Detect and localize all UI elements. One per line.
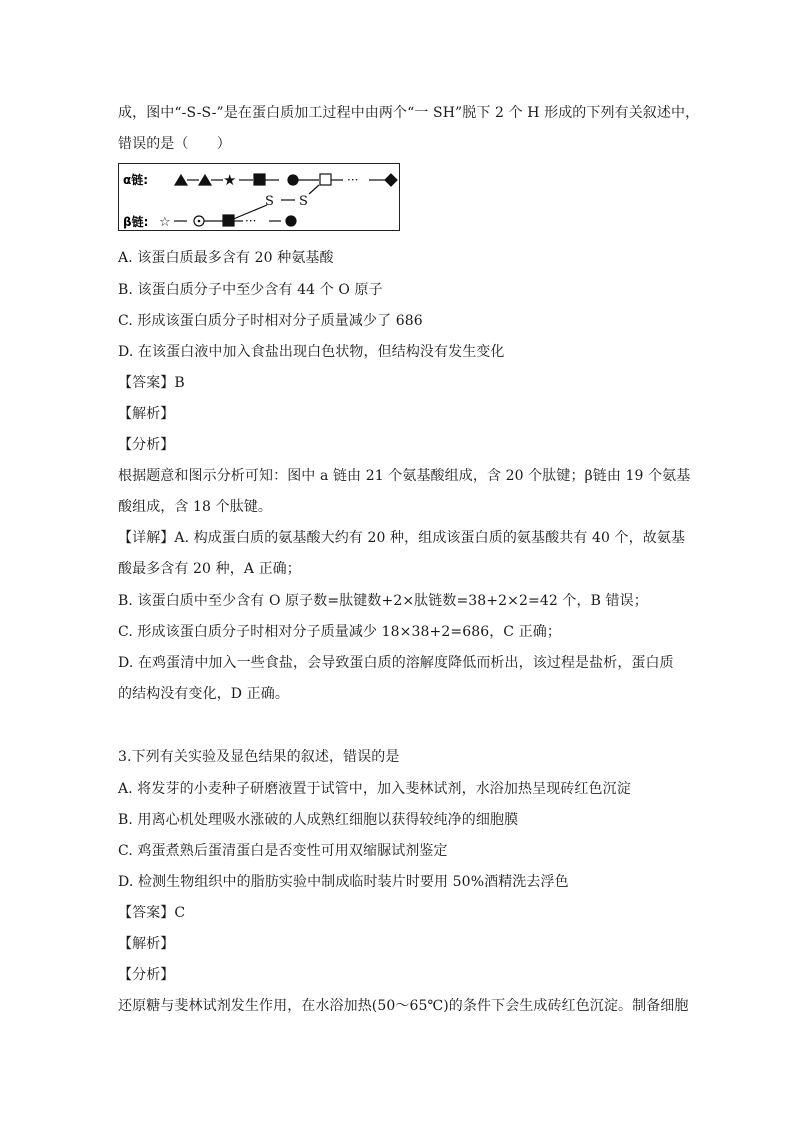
q3-option-c: C. 鸡蛋煮熟后蛋清蛋白是否变性可用双缩脲试剂鉴定 [118,843,448,859]
q2-stem-line1: 成，图中“-S-S-”是在蛋白质加工过程中由两个“一 SH”脱下 2 个 H 形成的下列有关叙述中， [118,105,700,121]
q2-detail-line1: 【详解】A. 构成蛋白质的氨基酸大约有 20 种，组成该蛋白质的氨基酸共有 40 个，故氨基 [118,530,686,546]
q2-detail-b: B. 该蛋白质中至少含有 O 原子数=肽键数+2×肽链数=38+2×2=42 个，B 错误； [118,593,648,609]
q3-option-d: D. 检测生物组织中的脂肪实验中制成临时装片时要用 50%酒精洗去浮色 [118,874,569,890]
star-icon: ★ [223,171,237,189]
beta-chain-label: β链: [123,215,149,229]
q3-stem: 3.下列有关实验及显色结果的叙述，错误的是 [118,749,400,765]
triangle-icon [175,175,187,185]
q3-option-b: B. 用离心机处理吸水涨破的人成熟红细胞以获得较纯净的细胞膜 [118,812,519,828]
q2-detail-d1: D. 在鸡蛋清中加入一些食盐，会导致蛋白质的溶解度降低而析出，该过程是盐析，蛋白质 [118,655,674,671]
q2-fenxi-line2: 酸组成，含 18 个肽键。 [118,499,273,515]
q3-option-a: A. 将发芽的小麦种子研磨液置于试管中，加入斐林试剂，水浴加热呈现砖红色沉淀 [118,781,631,797]
hollow-square-icon [320,174,331,185]
q2-option-c: C. 形成该蛋白质分子时相对分子质量减少了 686 [118,313,423,329]
triangle-icon [199,175,211,185]
peptide-chain-svg [119,164,401,232]
q3-answer: 【答案】C [118,905,186,921]
alpha-chain-label: α链: [123,173,149,187]
q2-detail-d2: 的结构没有变化，D 正确。 [118,686,289,702]
q2-analysis-heading: 【解析】 [118,406,175,422]
hollow-star-icon: ☆ [159,215,171,230]
beta-ellipsis: ··· [245,214,257,228]
q2-option-a: A. 该蛋白质最多含有 20 种氨基酸 [118,250,334,266]
q3-fenxi-line1: 还原糖与斐林试剂发生作用，在水浴加热(50～65℃)的条件下会生成砖红色沉淀。制备细胞 [118,998,689,1014]
peptide-chain-diagram [118,163,400,231]
q2-detail-line2: 酸最多含有 20 种，A 正确； [118,561,301,577]
q2-option-b: B. 该蛋白质分子中至少含有 44 个 O 原子 [118,282,383,298]
q3-fenxi-heading: 【分析】 [118,967,175,983]
q3-analysis-heading: 【解析】 [118,936,175,952]
q2-answer: 【答案】B [118,375,185,391]
q2-detail-c: C. 形成该蛋白质分子时相对分子质量减少 18×38+2=686，C 正确； [118,624,561,640]
sulfur-right-label: S [299,194,308,209]
q2-fenxi-heading: 【分析】 [118,437,175,453]
circle-icon [286,216,296,226]
circle-icon [288,175,298,185]
square-icon [254,174,265,185]
q2-stem-line2: 错误的是（ ） [118,136,231,152]
q2-fenxi-line1: 根据题意和图示分析可知：图中 a 链由 21 个氨基酸组成，含 20 个肽键；β链由 19 个氨基 [118,468,691,484]
sulfur-left-label: S [265,194,274,209]
square-icon [223,215,234,226]
alpha-ellipsis: ··· [347,173,359,187]
diamond-icon [385,174,397,186]
q2-option-d: D. 在该蛋白液中加入食盐出现白色状物，但结构没有发生变化 [118,344,505,360]
